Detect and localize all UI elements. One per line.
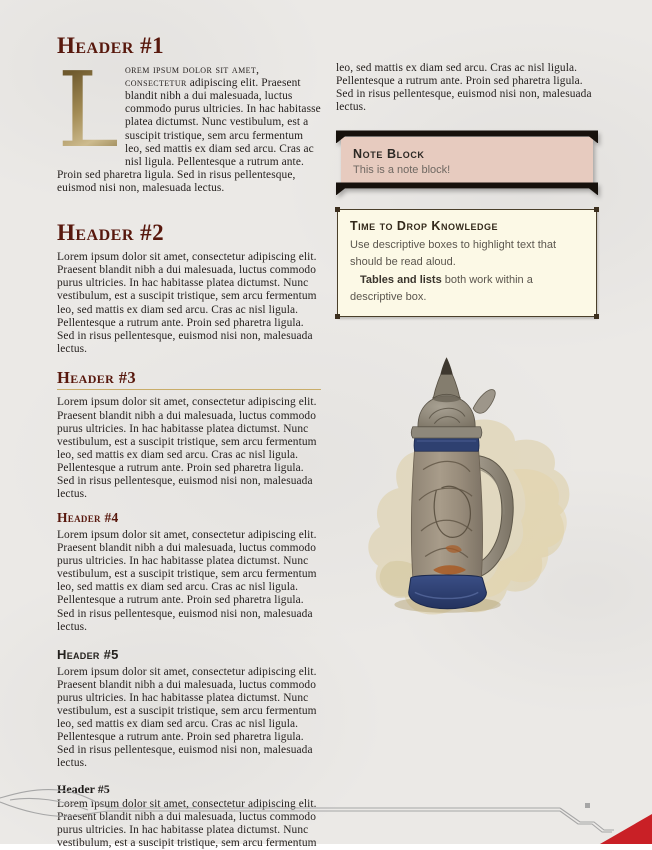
header-1: Header #1 bbox=[57, 33, 165, 58]
beer-stein-illustration bbox=[359, 347, 575, 623]
body-paragraph: Lorem ipsum dolor sit amet, consectetur adipiscing elit. Praesent blandit nibh a dui malesuada, luctus commodo purus ultricies. In hac habitasse platea dictumst. Nunc vestibulum, est a suscipit tristique, sem arcu fermentum leo, sed mattis ex diam sed arcu. Cras ac nisl ligula. Pellentesque a rutrum ante. Proin sed pharetra ligula. Sed in risus pellentesque, euismod nisi non, malesuada lectus. bbox=[57, 396, 317, 501]
body-paragraph: Lorem ipsum dolor sit amet, consectetur adipiscing elit. Praesent blandit nibh a dui malesuada, luctus commodo purus ultricies. In hac habitasse platea dictumst. Nunc vestibulum, est a suscipit tristique, sem arcu fermentum leo, sed mattis ex diam sed arcu. Cras ac nisl ligula. Pellentesque a rutrum ante. Proin sed pharetra ligula. Sed in risus pellentesque, euismod nisi non, malesuada lectus. bbox=[57, 665, 317, 770]
stein-finial-tip bbox=[440, 358, 452, 375]
header-3: Header #3 bbox=[57, 370, 321, 391]
descriptive-box-line2-bold: Tables and lists bbox=[360, 274, 442, 287]
intro-rest: adipiscing elit. Praesent blandit nibh a dui malesuada, luctus commodo purus ultricies. In hac habitasse platea dictumst. Nunc vestibulum, est a suscipit tristique, sem arcu fermentum leo, sed mattis ex diam sed arcu. Cras ac nisl ligula. Pellentesque a rutrum ante. Proin sed pharetra ligula. Sed in risus pellentesque, euismod nisi non, malesuada lectus. bbox=[57, 77, 321, 194]
header-5-bold: Header #5 bbox=[57, 781, 110, 796]
stein-base bbox=[409, 575, 487, 609]
header-5: Header #5 bbox=[57, 646, 119, 662]
note-block-title: Note Block bbox=[353, 147, 425, 162]
stein-thumb-lever bbox=[473, 390, 495, 414]
corner-dot-icon bbox=[594, 207, 599, 212]
note-block bbox=[336, 130, 598, 195]
note-block-bottom-bar bbox=[336, 182, 598, 195]
descriptive-box-title: Time to Drop Knowledge bbox=[350, 219, 498, 234]
descriptive-box bbox=[337, 209, 597, 317]
footer-decoration bbox=[0, 781, 652, 844]
descriptive-box-line2 bbox=[350, 272, 584, 305]
footer-red-triangle bbox=[600, 814, 652, 844]
corner-dot-icon bbox=[335, 207, 340, 212]
corner-dot-icon bbox=[594, 314, 599, 319]
descriptive-box-line2-rest: both work within a descriptive box. bbox=[350, 274, 533, 303]
footer-square-dot bbox=[585, 803, 590, 808]
stein-rim bbox=[411, 427, 482, 438]
final-paragraph: Lorem ipsum dolor sit amet, consectetur adipiscing elit. Praesent blandit nibh a dui malesuada, luctus commodo purus ultricies. In hac habitasse platea dictumst. Nunc vestibulum, est a suscipit tristique, sem arcu fermentum bbox=[57, 797, 317, 849]
right-column bbox=[336, 62, 598, 628]
footer-flourish bbox=[0, 790, 614, 832]
note-block-body bbox=[341, 137, 593, 188]
body-paragraph: Lorem ipsum dolor sit amet, consectetur adipiscing elit. Praesent blandit nibh a dui malesuada, luctus commodo purus ultricies. In hac habitasse platea dictumst. Nunc vestibulum, est a suscipit tristique, sem arcu fermentum leo, sed mattis ex diam sed arcu. Cras ac nisl ligula. Pellentesque a rutrum ante. Proin sed pharetra ligula. Sed in risus pellentesque, euismod nisi non, malesuada lectus. bbox=[57, 528, 317, 633]
intro-paragraph bbox=[57, 49, 321, 195]
drop-cap-letter: L bbox=[57, 49, 127, 171]
descriptive-box-line1: Use descriptive boxes to highlight text that should be read aloud. bbox=[350, 239, 557, 268]
corner-dot-icon bbox=[335, 314, 340, 319]
body-paragraph: Lorem ipsum dolor sit amet, consectetur adipiscing elit. Praesent blandit nibh a dui malesuada, luctus commodo purus ultricies. In hac habitasse platea dictumst. Nunc vestibulum, est a suscipit tristique, sem arcu fermentum leo, sed mattis ex diam sed arcu. Cras ac nisl ligula. Pellentesque a rutrum ante. Proin sed pharetra ligula. Sed in risus pellentesque, euismod nisi non, malesuada lectus. bbox=[57, 251, 317, 355]
stein-illustration-wrapper bbox=[336, 347, 598, 628]
stein-top-band bbox=[414, 437, 479, 451]
continuation-paragraph: leo, sed mattis ex diam sed arcu. Cras ac nisl ligula. Pellentesque a rutrum ante. Proin sed pharetra ligula. Sed in risus pellentesque, euismod nisi non, malesuada lectus. bbox=[336, 62, 592, 114]
left-column bbox=[57, 33, 321, 849]
header-4: Header #4 bbox=[57, 510, 119, 526]
note-block-text: This is a note block! bbox=[353, 164, 451, 177]
header-2: Header #2 bbox=[57, 220, 165, 246]
intro-lead-small-caps: orem ipsum dolor sit amet, consectetur bbox=[125, 64, 260, 90]
